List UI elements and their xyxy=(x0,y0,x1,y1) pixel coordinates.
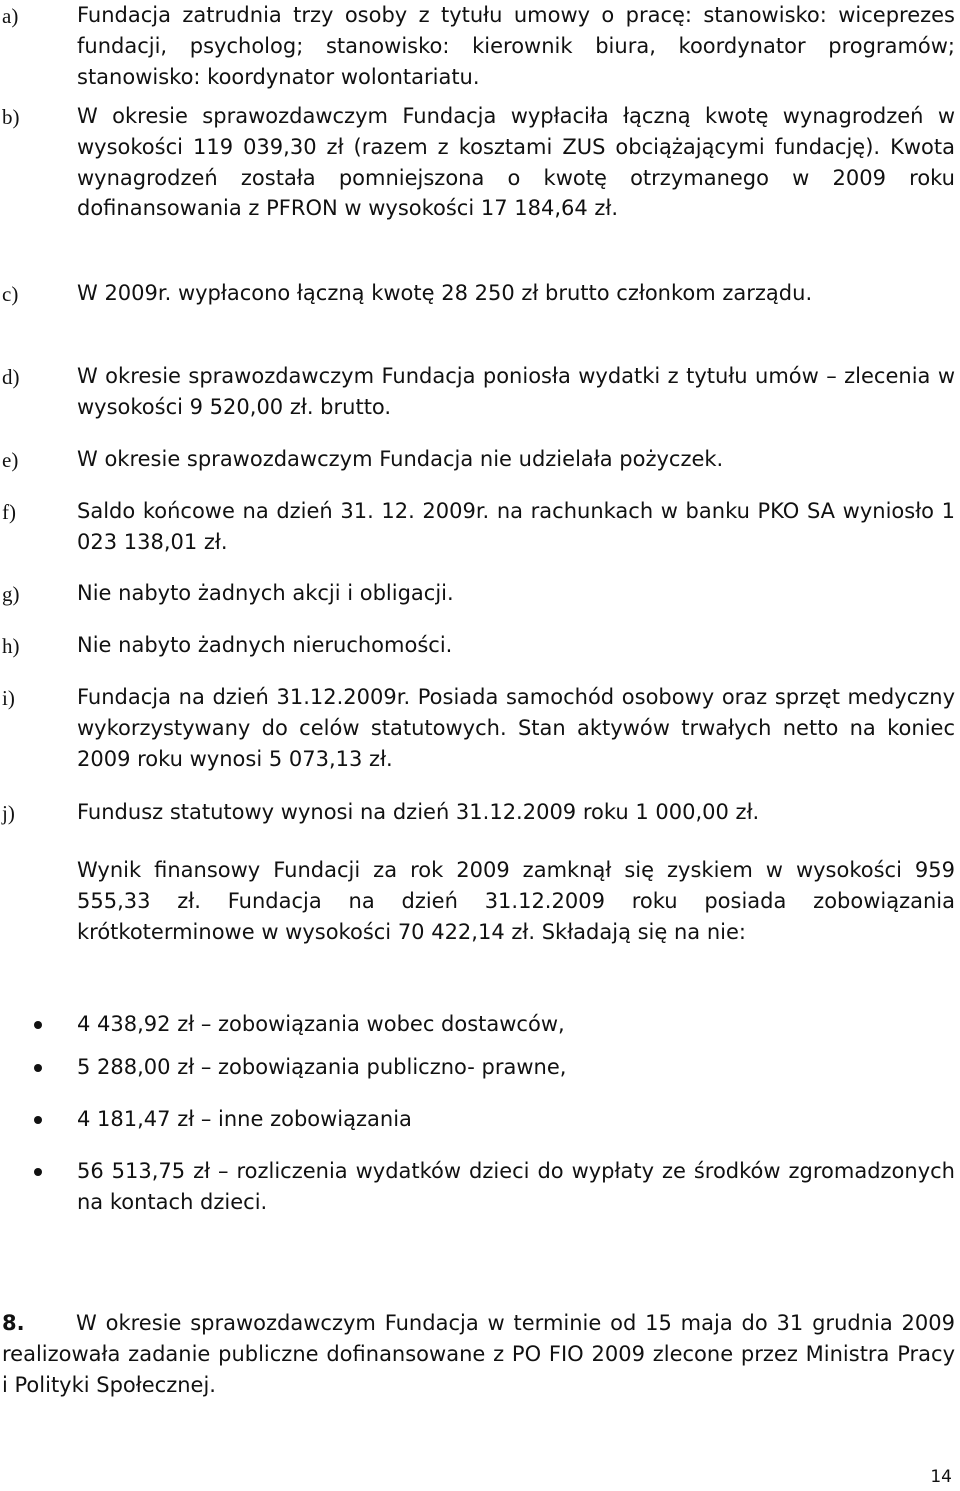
list-item-text: Fundacja zatrudnia trzy osoby z tytułu umowy o pracę: stanowisko: wiceprezes fundacji, psycholog; stanowisko: kierownik biura, koordynator programów; stanowisko: koordynator wolontariatu. xyxy=(77,3,955,89)
list-item-text: W okresie sprawozdawczym Fundacja wypłaciła łączną kwotę wynagrodzeń w wysokości 119 039,30 zł (razem z kosztami ZUS obciążającymi fundację). Kwota wynagrodzeń została pomniejszona o kwotę otrzymanego w 2009 roku dofinansowania z PFRON w wysokości 17 184,64 zł. xyxy=(77,104,955,221)
list-item-text: Fundusz statutowy wynosi na dzień 31.12.2009 roku 1 000,00 zł. xyxy=(77,800,760,824)
list-item-text: W okresie sprawozdawczym Fundacja poniosła wydatki z tytułu umów – zlecenia w wysokości 9 520,00 zł. brutto. xyxy=(77,364,955,419)
bullet-icon xyxy=(34,1064,42,1072)
bullet-icon xyxy=(34,1021,42,1029)
list-item-text: Saldo końcowe na dzień 31. 12. 2009r. na rachunkach w banku PKO SA wyniosło 1 023 138,01 zł. xyxy=(77,499,955,554)
bullet-item-text: 5 288,00 zł – zobowiązania publiczno- prawne, xyxy=(77,1055,567,1079)
list-marker: e) xyxy=(2,448,19,472)
list-marker: j) xyxy=(2,801,15,825)
list-item-text: Fundacja na dzień 31.12.2009r. Posiada samochód osobowy oraz sprzęt medyczny wykorzystywany do celów statutowych. Stan aktywów trwałych netto na koniec 2009 roku wynosi 5 073,13 zł. xyxy=(77,685,955,771)
bullet-item-text: 56 513,75 zł – rozliczenia wydatków dzieci do wypłaty ze środków zgromadzonych na kontach dzieci. xyxy=(77,1159,955,1214)
bullet-icon xyxy=(34,1116,42,1124)
list-marker: f) xyxy=(2,500,16,524)
list-marker: d) xyxy=(2,365,20,389)
list-marker: i) xyxy=(2,686,15,710)
list-item-text: W 2009r. wypłacono łączną kwotę 28 250 zł brutto członkom zarządu. xyxy=(77,281,813,305)
list-item-text: Nie nabyto żadnych nieruchomości. xyxy=(77,633,453,657)
bullet-item-text: 4 438,92 zł – zobowiązania wobec dostawców, xyxy=(77,1012,565,1036)
section-8-paragraph xyxy=(2,1308,955,1400)
bullet-icon xyxy=(34,1168,42,1176)
list-marker: b) xyxy=(2,105,20,129)
list-marker: c) xyxy=(2,282,19,306)
section-text: W okresie sprawozdawczym Fundacja w terminie od 15 maja do 31 grudnia 2009 realizowała zadanie publiczne dofinansowane z PO FIO 2009 zlecone przez Ministra Pracy i Polityki Społecznej. xyxy=(2,1311,955,1397)
list-item-text: W okresie sprawozdawczym Fundacja nie udzielała pożyczek. xyxy=(77,447,724,471)
section-number: 8. xyxy=(2,1311,25,1335)
list-marker: a) xyxy=(2,4,19,28)
page-number: 14 xyxy=(930,1467,952,1487)
list-marker: h) xyxy=(2,634,20,658)
result-paragraph-text: Wynik finansowy Fundacji za rok 2009 zamknął się zyskiem w wysokości 959 555,33 zł. Fundacja na dzień 31.12.2009 roku posiada zobowiązania krótkoterminowe w wysokości 70 422,14 zł. Składają się na nie: xyxy=(77,858,955,944)
list-marker: g) xyxy=(2,582,20,606)
bullet-item-text: 4 181,47 zł – inne zobowiązania xyxy=(77,1107,412,1131)
list-item-text: Nie nabyto żadnych akcji i obligacji. xyxy=(77,581,454,605)
